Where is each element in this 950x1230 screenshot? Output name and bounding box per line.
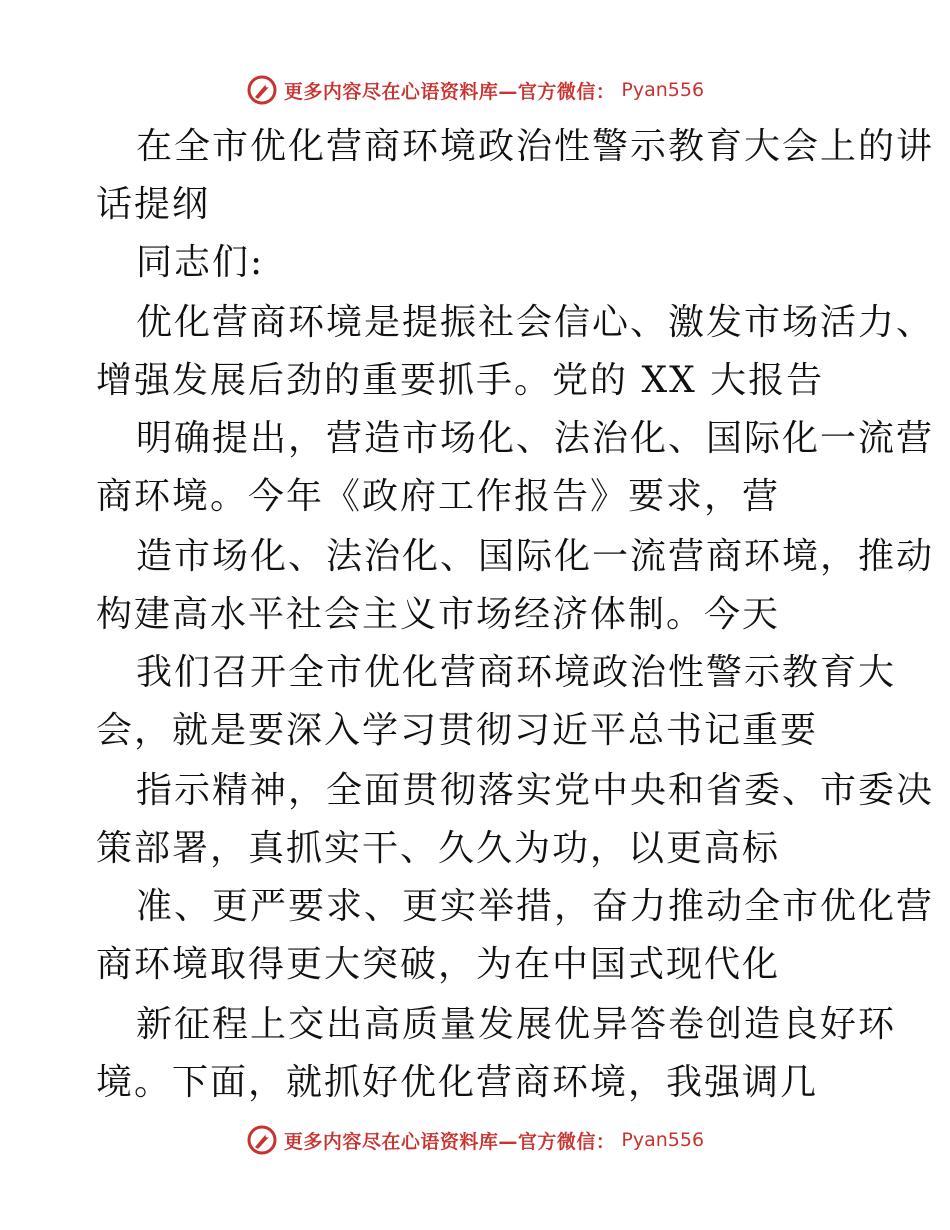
pen-nib-seal-icon (246, 1124, 278, 1156)
paragraph-line: 准、更严要求、更实举措，奋力推动全市优化营 (136, 886, 935, 927)
paragraph-line: 指示精神，全面贯彻落实党中央和省委、市委决 (136, 770, 935, 811)
paragraph-line: 构建高水平社会主义市场经济体制。今天 (96, 594, 781, 635)
paragraph-line: 我们召开全市优化营商环境政治性警示教育大 (136, 652, 897, 693)
watermark-text: 更多内容尽在心语资料库—官方微信： (283, 80, 616, 103)
pen-nib-seal-icon (246, 74, 278, 106)
paragraph-line: 造市场化、法治化、国际化一流营商环境，推动 (136, 536, 935, 577)
paragraph-line: 商环境。今年《政府工作报告》要求，营 (96, 476, 781, 517)
title-line-1: 在全市优化营商环境政治性警示教育大会上的讲 (136, 126, 935, 167)
paragraph-line: 优化营商环境是提振社会信心、激发市场活力、 (136, 302, 935, 343)
footer-watermark (0, 1122, 950, 1158)
paragraph-line: 会，就是要深入学习贯彻习近平总书记重要 (96, 710, 819, 751)
watermark-contact: Pyan556 (621, 79, 705, 101)
header-watermark (0, 72, 950, 108)
paragraph-line: 商环境取得更大突破，为在中国式现代化 (96, 944, 781, 985)
paragraph-line: 新征程上交出高质量发展优异答卷创造良好环 (136, 1004, 897, 1045)
paragraph-line: 明确提出，营造市场化、法治化、国际化一流营 (136, 418, 935, 459)
watermark-contact: Pyan556 (621, 1129, 705, 1151)
paragraph-line: 增强发展后劲的重要抓手。党的 XX 大报告 (96, 360, 825, 401)
title-line-2: 话提纲 (96, 184, 211, 225)
watermark-text: 更多内容尽在心语资料库—官方微信： (283, 1130, 616, 1153)
paragraph-line: 境。下面，就抓好优化营商环境，我强调几 (96, 1062, 819, 1103)
salutation: 同志们: (136, 242, 265, 283)
paragraph-line: 策部署，真抓实干、久久为功，以更高标 (96, 828, 781, 869)
